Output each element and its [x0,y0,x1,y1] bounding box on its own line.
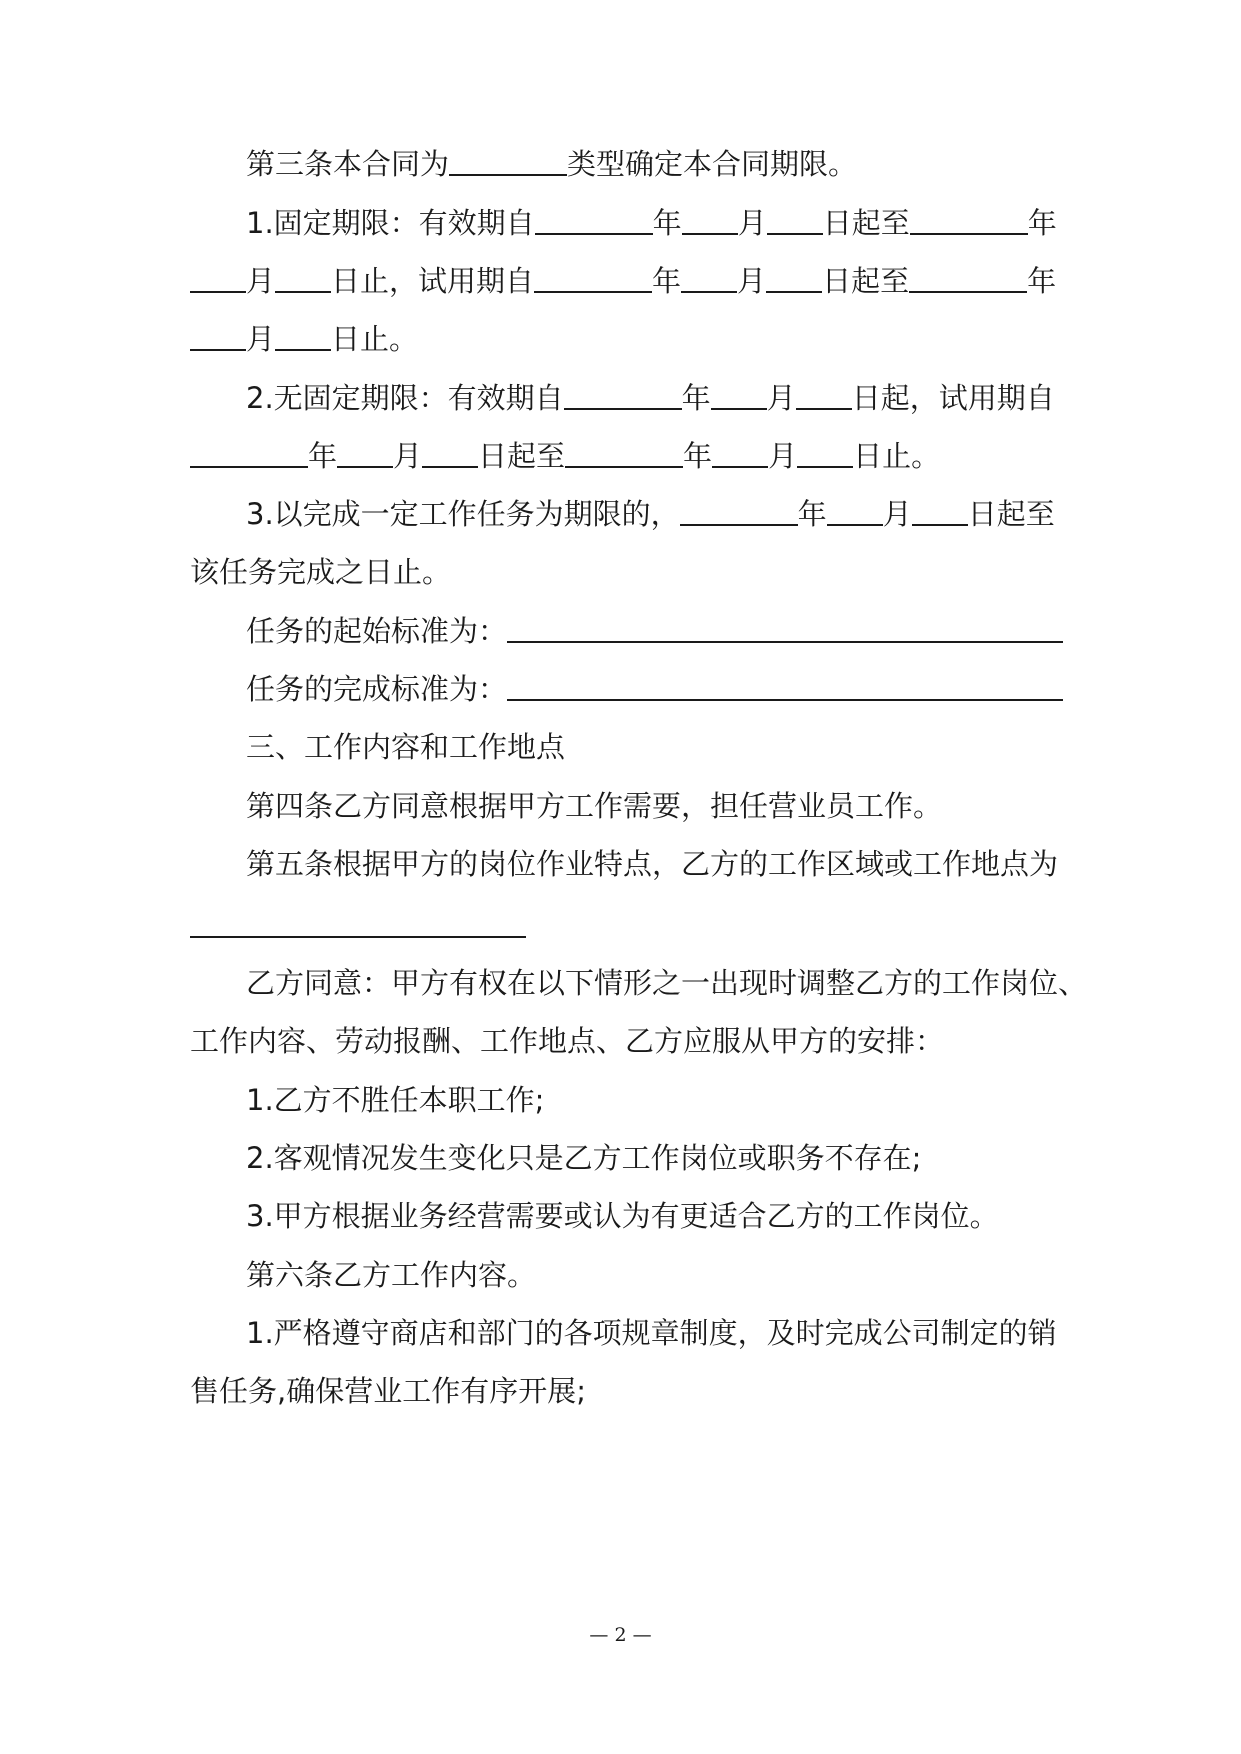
month-blank [190,319,246,351]
year-blank [910,203,1028,235]
day-blank [422,436,478,468]
open-term-line-2: 年 月 日起至 年 月 日止。 [190,436,1050,476]
year-blank [535,203,653,235]
year-blank [190,436,308,468]
year-blank [564,378,682,410]
day-blank [275,261,331,293]
month-blank [827,494,883,526]
complete-standard-blank [507,669,1063,701]
month-blank [682,203,738,235]
day-blank [766,261,822,293]
year-blank [534,261,652,293]
work-location-line [190,906,1050,946]
task-term-line-2: 该任务完成之日止。 [190,555,452,589]
adjustment-item-2: 2.客观情况发生变化只是乙方工作岗位或职务不存在; [246,1141,922,1175]
article-3-text: 第三条本合同为 类型确定本合同期限。 [190,144,1106,184]
task-start-standard: 任务的起始标准为： [190,611,1106,651]
article-5-text: 第五条根据甲方的岗位作业特点，乙方的工作区域或工作地点为 [246,847,1059,881]
task-term-line-1: 3.以完成一定工作任务为期限的， 年 月 日起至 [190,494,1106,534]
adjustment-clause-2: 工作内容、劳动报酬、工作地点、乙方应服从甲方的安排： [190,1024,945,1058]
month-blank [711,378,767,410]
day-blank [275,319,331,351]
article-4-text: 第四条乙方同意根据甲方工作需要，担任营业员工作。 [246,789,943,823]
open-term-line-1: 2.无固定期限：有效期自 年 月 日起，试用期自 [190,378,1106,418]
year-blank [680,494,798,526]
start-standard-blank [507,611,1063,643]
day-blank [767,203,823,235]
contract-type-blank [449,144,567,176]
fixed-term-line-1: 1.固定期限：有效期自 年 月 日起至 年 [190,203,1106,243]
duty-item-1-line-2: 售任务,确保营业工作有序开展; [190,1374,586,1408]
article-6-text: 第六条乙方工作内容。 [246,1258,537,1292]
work-location-blank [190,906,526,938]
page-number: — 2 — [589,1624,652,1646]
duty-item-1-line-1: 1.严格遵守商店和部门的各项规章制度，及时完成公司制定的销 [246,1316,1057,1350]
month-blank [337,436,393,468]
adjustment-item-3: 3.甲方根据业务经营需要或认为有更适合乙方的工作岗位。 [246,1199,999,1233]
adjustment-clause-1: 乙方同意：甲方有权在以下情形之一出现时调整乙方的工作岗位、 [246,966,1088,1000]
day-blank [796,378,852,410]
year-blank [909,261,1027,293]
fixed-term-line-2: 月 日止，试用期自 年 月 日起至 年 [190,261,1050,301]
section-heading: 三、工作内容和工作地点 [246,730,566,764]
fixed-term-line-3: 月 日止。 [190,319,1050,359]
month-blank [712,436,768,468]
adjustment-item-1: 1.乙方不胜任本职工作; [246,1083,545,1117]
day-blank [797,436,853,468]
day-blank [912,494,968,526]
task-complete-standard: 任务的完成标准为： [190,669,1106,709]
month-blank [190,261,246,293]
month-blank [681,261,737,293]
year-blank [565,436,683,468]
